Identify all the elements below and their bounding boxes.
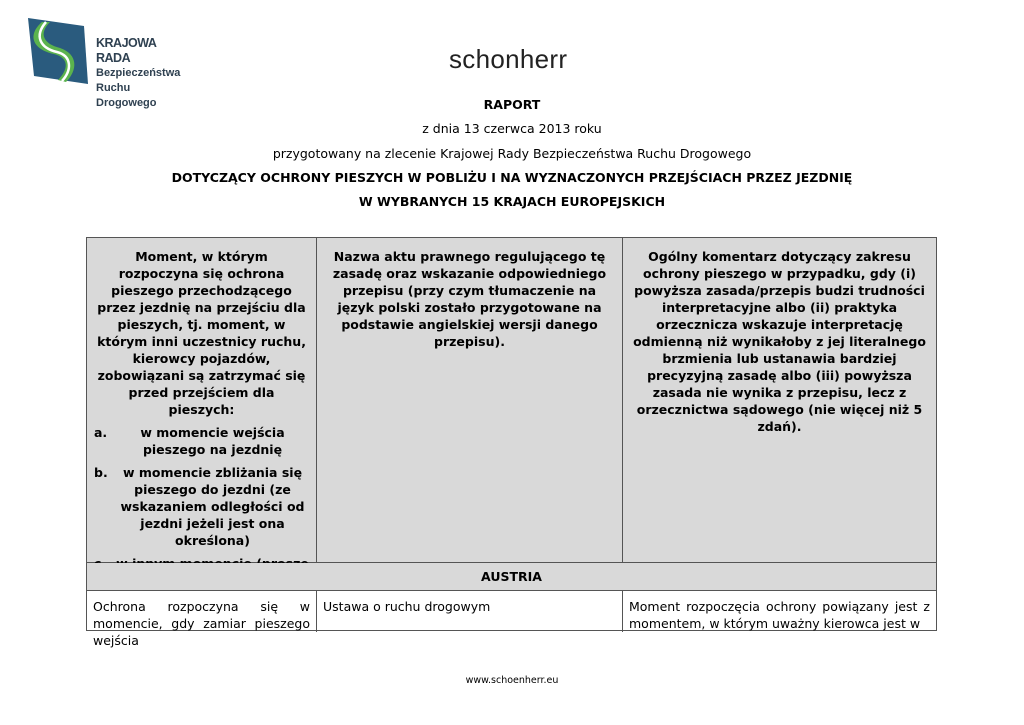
- report-title: RAPORT: [483, 97, 541, 112]
- col1-header-text: Moment, w którym rozpoczyna się ochrona pieszego przechodzącego przez jezdnię na przejściu dla pieszych, tj. moment, w którym inni uczestnicy ruchu, kierowcy pojazdów, zobowiązani są zatrzymać się przed przejściem dla pieszych:: [97, 249, 306, 417]
- col3-header: [623, 238, 936, 563]
- option-text-a: w momencie wejścia pieszego na jezdnię: [140, 425, 285, 457]
- report-subject-line-1: DOTYCZĄCY OCHRONY PIESZYCH W POBLIŻU I NA WYZNACZONYCH PRZEJŚCIACH PRZEZ JEZDNIĘ: [171, 170, 853, 185]
- option-text-b: w momencie zbliżania się pieszego do jezdni (ze wskazaniem odległości od jezdni jeżeli jest ona określona): [120, 465, 305, 548]
- col2-header: [317, 238, 623, 563]
- report-subject-line-2: W WYBRANYCH 15 KRAJACH EUROPEJSKICH: [358, 194, 666, 209]
- list-item: [94, 424, 309, 458]
- option-marker-a: a.: [94, 425, 108, 440]
- schoenherr-logo: schonherr: [449, 44, 568, 74]
- row1-col3: Moment rozpoczęcia ochrony powiązany jest z momentem, w którym uważny kierowca jest w: [629, 599, 930, 631]
- logo-line-3: Ruchu Drogowego: [96, 82, 157, 109]
- report-date: z dnia 13 czerwca 2013 roku: [422, 121, 602, 136]
- country-name: AUSTRIA: [481, 569, 542, 584]
- option-marker-b: b.: [94, 465, 108, 480]
- country-row: [87, 563, 936, 591]
- col2-header-text: Nazwa aktu prawnego regulującego tę zasadę oraz wskazanie odpowiedniego przepisu (przy czym tłumaczenie na język polski zostało przygotowane na podstawie angielskiej wersji danego przepisu).: [332, 249, 607, 349]
- row1-col1: Ochrona rozpoczyna się w momencie, gdy zamiar pieszego wejścia: [87, 591, 317, 632]
- road-logo-icon: [24, 16, 94, 86]
- logo-line-2: Bezpieczeństwa: [96, 67, 181, 79]
- logo-line-1: KRAJOWA RADA: [96, 36, 156, 65]
- footer-url: www.schoenherr.eu: [465, 675, 559, 686]
- col1-header: [87, 238, 317, 563]
- comparison-table: [86, 237, 937, 648]
- report-prepared: przygotowany na zlecenie Krajowej Rady Bezpieczeństwa Ruchu Drogowego: [272, 146, 752, 161]
- col3-header-text: Ogólny komentarz dotyczący zakresu ochrony pieszego w przypadku, gdy (i) powyższa zasada/przepis budzi trudności interpretacyjne albo (ii) praktyka orzecznicza wskazuje interpretację odmienną niż wynikałoby z jej literalnego brzmienia lub ustanawia bardziej precyzyjną zasadę albo (iii) powyższa zasada nie wynika z przepisu, lecz z orzecznictwa sądowego (nie więcej niż 5 zdań).: [633, 249, 926, 434]
- row1-col2: Ustawa o ruchu drogowym: [317, 591, 623, 632]
- list-item: [94, 464, 309, 549]
- krbrd-logo: [24, 16, 184, 109]
